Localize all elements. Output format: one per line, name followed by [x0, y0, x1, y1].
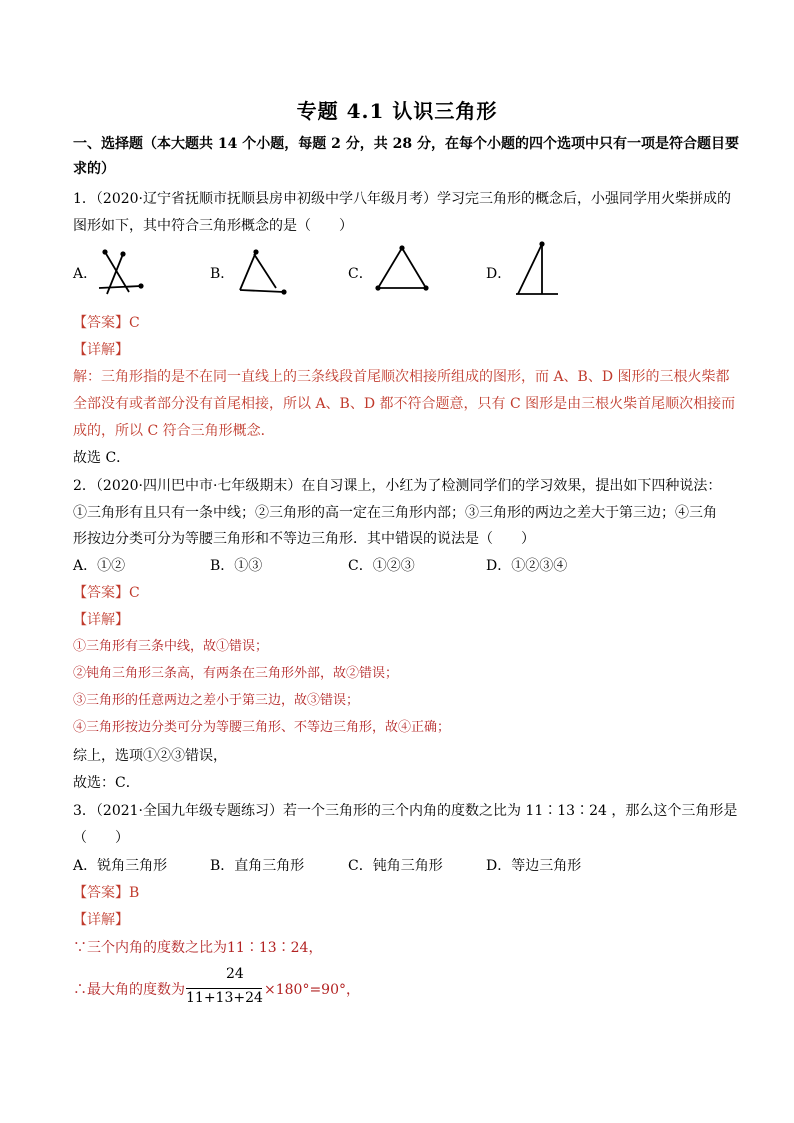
- q3-answer-value: B: [129, 885, 140, 901]
- q2-answer-label: 【答案】: [73, 585, 129, 601]
- q3-fraction: [186, 966, 266, 1010]
- section-heading-line2: 求的）: [73, 161, 115, 177]
- q1-option-a-figure: [95, 246, 151, 298]
- q2-option-b: B．①③: [210, 558, 263, 574]
- q1-option-d-label: D．: [486, 266, 512, 282]
- q3-answer-label: 【答案】: [73, 885, 129, 901]
- q3-stem-line1: 3．（2021·全国九年级专题练习）若一个三角形的三个内角的度数之比为 11∶13∶24 ，那么这个三角形是: [73, 803, 738, 819]
- q1-stem-line2: 图形如下，其中符合三角形概念的是（ ）: [73, 218, 353, 234]
- q1-option-a-label: A．: [73, 266, 98, 282]
- q3-fraction-bar: [186, 988, 262, 989]
- q1-explanation-line2: 全部没有或者部分没有首尾相接，所以 A、B、D 都不符合题意，只有 C 图形是由三根火柴首尾顺次相接而: [73, 396, 736, 412]
- q1-answer-label: 【答案】: [73, 315, 129, 331]
- q1-conclusion: 故选 C．: [73, 450, 131, 466]
- q1-answer-value: C: [129, 315, 140, 331]
- section-heading-line1: 一、选择题（本大题共 14 个小题，每题 2 分，共 28 分，在每个小题的四个选项中只有一项是符合题目要: [73, 136, 739, 152]
- q1-option-d-figure: [508, 236, 564, 300]
- q1-stem-line1: 1．（2020·辽宁省抚顺市抚顺县房申初级中学八年级月考）学习完三角形的概念后，小强同学用火柴拼成的: [73, 191, 731, 207]
- q2-option-c: C．①②③: [348, 558, 415, 574]
- q3-explanation-line1: ∵三个内角的度数之比为11∶13∶24，: [73, 940, 323, 956]
- q3-explanation-line2-prefix: ∴最大角的度数为: [73, 982, 185, 998]
- q2-option-a: A．①②: [73, 558, 126, 574]
- q2-stem-line1: 2．（2020·四川巴中市·七年级期末）在自习课上，小红为了检测同学们的学习效果，提出如下四种说法：: [73, 478, 722, 494]
- q2-explanation-line1: ①三角形有三条中线，故①错误；: [73, 639, 269, 654]
- q2-answer-value: C: [129, 585, 140, 601]
- q3-stem-line2: （ ）: [73, 830, 129, 846]
- q1-detail-label: 【详解】: [73, 342, 129, 358]
- q1-option-c-label: C．: [348, 266, 373, 282]
- q3-fraction-denominator: 11+13+24: [186, 990, 263, 1006]
- q1-answer: [73, 313, 140, 333]
- q1-option-c-figure: [370, 240, 434, 296]
- q2-option-d: D．①②③④: [486, 558, 568, 574]
- q2-stem-line2: ①三角形有且只有一条中线；②三角形的高一定在三角形内部；③三角形的两边之差大于第三边；④三角: [73, 505, 717, 521]
- q2-conclusion: 故选：C．: [73, 775, 140, 791]
- q2-stem-line3: 形按边分类可分为等腰三角形和不等边三角形．其中错误的说法是（ ）: [73, 531, 535, 547]
- q3-explanation-line2-suffix: ×180°=90°，: [264, 982, 360, 998]
- q2-summary: 综上，选项①②③错误，: [73, 748, 227, 764]
- q3-option-b: B．直角三角形: [210, 858, 305, 874]
- q3-fraction-numerator: 24: [226, 966, 244, 982]
- q2-explanation-line3: ③三角形的任意两边之差小于第三边，故③错误；: [73, 693, 360, 708]
- page-title: 专题 4.1 认识三角形: [296, 99, 498, 123]
- q1-option-b-figure: [232, 246, 292, 298]
- q3-option-c: C．钝角三角形: [348, 858, 443, 874]
- q2-explanation-line4: ④三角形按边分类可分为等腰三角形、不等边三角形，故④正确；: [73, 720, 451, 735]
- q1-explanation-line3: 成的，所以 C 符合三角形概念．: [73, 423, 275, 439]
- q3-answer: [73, 883, 139, 903]
- q2-explanation-line2: ②钝角三角形三条高，有两条在三角形外部，故②错误；: [73, 666, 399, 681]
- q3-option-d: D．等边三角形: [486, 858, 582, 874]
- q2-detail-label: 【详解】: [73, 612, 129, 628]
- q1-option-b-label: B．: [210, 266, 235, 282]
- q2-answer: [73, 583, 140, 603]
- q3-option-a: A．锐角三角形: [73, 858, 168, 874]
- q3-detail-label: 【详解】: [73, 912, 129, 928]
- q1-explanation-line1: 解：三角形指的是不在同一直线上的三条线段首尾顺次相接所组成的图形，而 A、B、D 图形的三根火柴都: [73, 369, 730, 385]
